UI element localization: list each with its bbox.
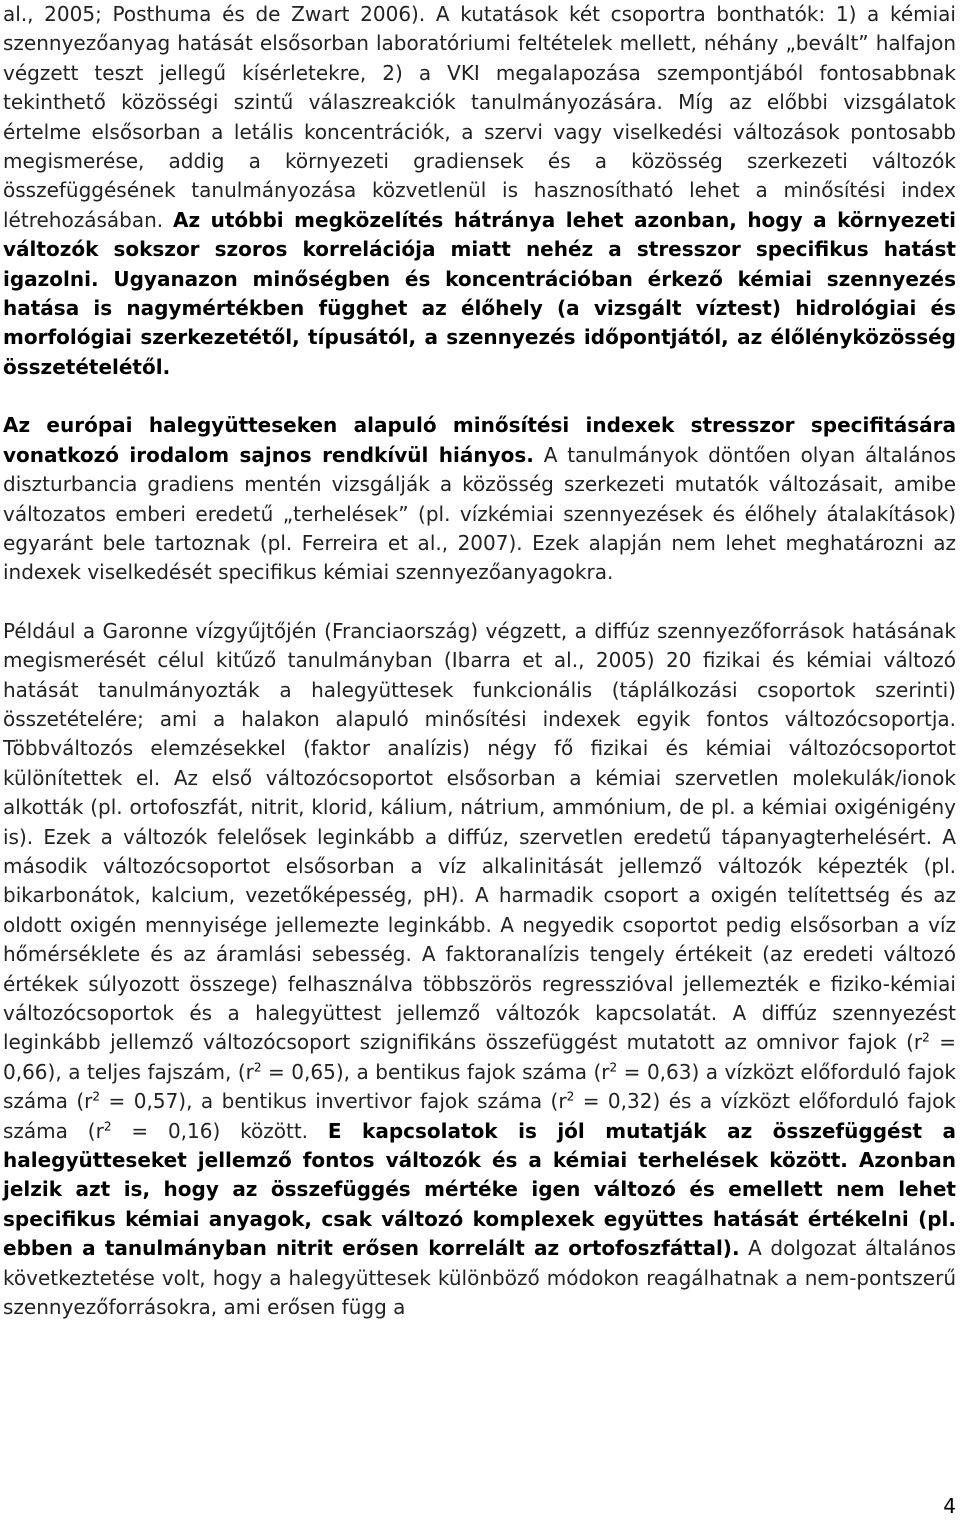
superscript: 2 <box>566 1089 575 1104</box>
text-segment: Például a Garonne vízgyűjtőjén (Franciaország) végzett, a diffúz szennyezőforrások hatásának megismerését célul kitűző tanulmányban (Ibarra et al., 2005) 20 fizikai és kémiai változó hatását tanulmányozták a halegyüttesek funkcionális (táplálkozási csoportok szerinti) összetételére; ami a halakon alapuló minősítési indexek egyik fontos változócsoportja. Többváltozós elemzésekkel (faktor analízis) négy fő fizikai és kémiai változócsoportot különítettek el. Az első változócsoportot elsősorban a kémiai szervetlen molekulák/ionok alkották (pl. ortofoszfát, nitrit, klorid, kálium, nátrium, ammónium, de pl. a kémiai oxigénigény is). Ezek a változók felelősek leginkább a diffúz, szervetlen eredetű tápanyagterhelésért. A második változócsoportot elsősorban a víz alkalinitását jellemző változók képezték (pl. bikarbonátok, kalcium, vezetőképesség, pH). A harmadik csoport a oxigén telítettség és az oldott oxigén mennyisége jellemezte leginkább. A negyedik csoportot pedig elsősorban a víz hőmérséklete és az áramlási sebesség. A faktoranalízis tengely értékeit (az eredeti változó értékek súlyozott összege) felhasználva többszörös regresszióval jellemezték e fiziko-kémiai változócsoportok és a halegyüttest jellemző változók kapcsolatát. A diffúz szennyezést leginkább jellemző változócsoport szignifikáns összefüggést mutatott az omnivor fajok (r <box>3 618 956 1055</box>
text-segment: = 0,57), a bentikus invertivor fajok száma (r <box>100 1089 567 1114</box>
bold-text-segment: E kapcsolatok is jól mutatják az összefüggést a halegyütteseket jellemző fontos változók és a kémiai terhelések között. Azonban jelzik azt is, hogy az összefüggés mértéke igen változó és emellett nem lehet specifikus kémiai anyagok, csak változó komplexek együttes hatását értékelni (pl. ebben a tanulmányban nitrit erősen korrelált az ortofoszfáttal). <box>3 1118 957 1261</box>
text-segment: = 0,65), a bentikus fajok száma (r <box>261 1059 610 1084</box>
bold-text-segment: Az európai halegyütteseken alapuló minősítési indexek stresszor specifitására vonatkozó irodalom sajnos rendkívül hiányos. <box>3 413 956 467</box>
text-segment: = 0,66), a teljes fajszám, (r <box>3 1030 956 1084</box>
superscript: 2 <box>922 1030 930 1045</box>
superscript: 2 <box>609 1060 618 1075</box>
superscript: 2 <box>253 1060 262 1075</box>
text-segment: = 0,32) és a vízközt előforduló fajok száma (r <box>3 1089 957 1143</box>
paragraph-spacer <box>3 382 956 411</box>
bold-text-segment: Az utóbbi megközelítés hátránya lehet azonban, hogy a környezeti változók sokszor szoros korrelációja miatt nehéz a stresszor specifikus hatást igazolni. Ugyanazon minőségben és koncentrációban érkező kémiai szennyezés hatása is nagymértékben függhet az élőhely (a vizsgált víztest) hidrológiai és morfológiai szerkezetétől, típusától, a szennyezés időpontjától, az élőlényközösség összetételétől. <box>3 207 956 379</box>
document-page <box>3 0 956 1322</box>
paragraph-europai-halegyuttesek <box>3 411 956 587</box>
text-segment: al., 2005; Posthuma és de Zwart 2006). A kutatások két csoportra bonthatók: 1) a kémiai szennyezőanyag hatását elsősorban laboratóriumi feltételek mellett, néhány „bevált” halfajon végzett teszt jellegű kísérletekre, 2) a VKI megalapozása szempontjából fontosabbnak tekinthető közösségi szintű válaszreakciók tanulmányozására. Míg az előbbi vizsgálatok értelme elsősorban a letális koncentrációk, a szervi vagy viselkedési változások pontosabb megismerése, addig a környezeti gradiensek és a közösség szerkezeti változók összefüggésének tanulmányozása közvetlenül is hasznosítható lehet a minősítési index létrehozásában. <box>3 2 956 232</box>
text-segment: = 0,16) között. <box>111 1118 328 1143</box>
text-segment: A tanulmányok döntően olyan általános diszturbancia gradiens mentén vizsgálják a közösség szerkezeti mutatók változásait, amibe változatos emberi eredetű „terhelések” (pl. vízkémiai szennyezések és élőhely átalakítások) egyaránt bele tartoznak (pl. Ferreira et al., 2007). Ezek alapján nem lehet meghatározni az indexek viselkedését specifikus kémiai szennyezőanyagokra. <box>3 442 956 585</box>
page-number: 4 <box>943 1494 956 1518</box>
superscript: 2 <box>103 1118 112 1133</box>
text-segment: = 0,63) a vízközt előforduló fajok száma (r <box>3 1059 956 1114</box>
paragraph-garonne-pelda <box>3 617 956 1323</box>
text-segment: A dolgozat általános következtetése volt, hogy a halegyüttesek különböző módokon reagálhatnak a nem-pontszerű szennyezőforrásokra, ami erősen függ a <box>3 1236 957 1320</box>
superscript: 2 <box>92 1089 101 1104</box>
paragraph-spacer <box>3 588 956 617</box>
paragraph-kutatasok <box>3 0 956 382</box>
